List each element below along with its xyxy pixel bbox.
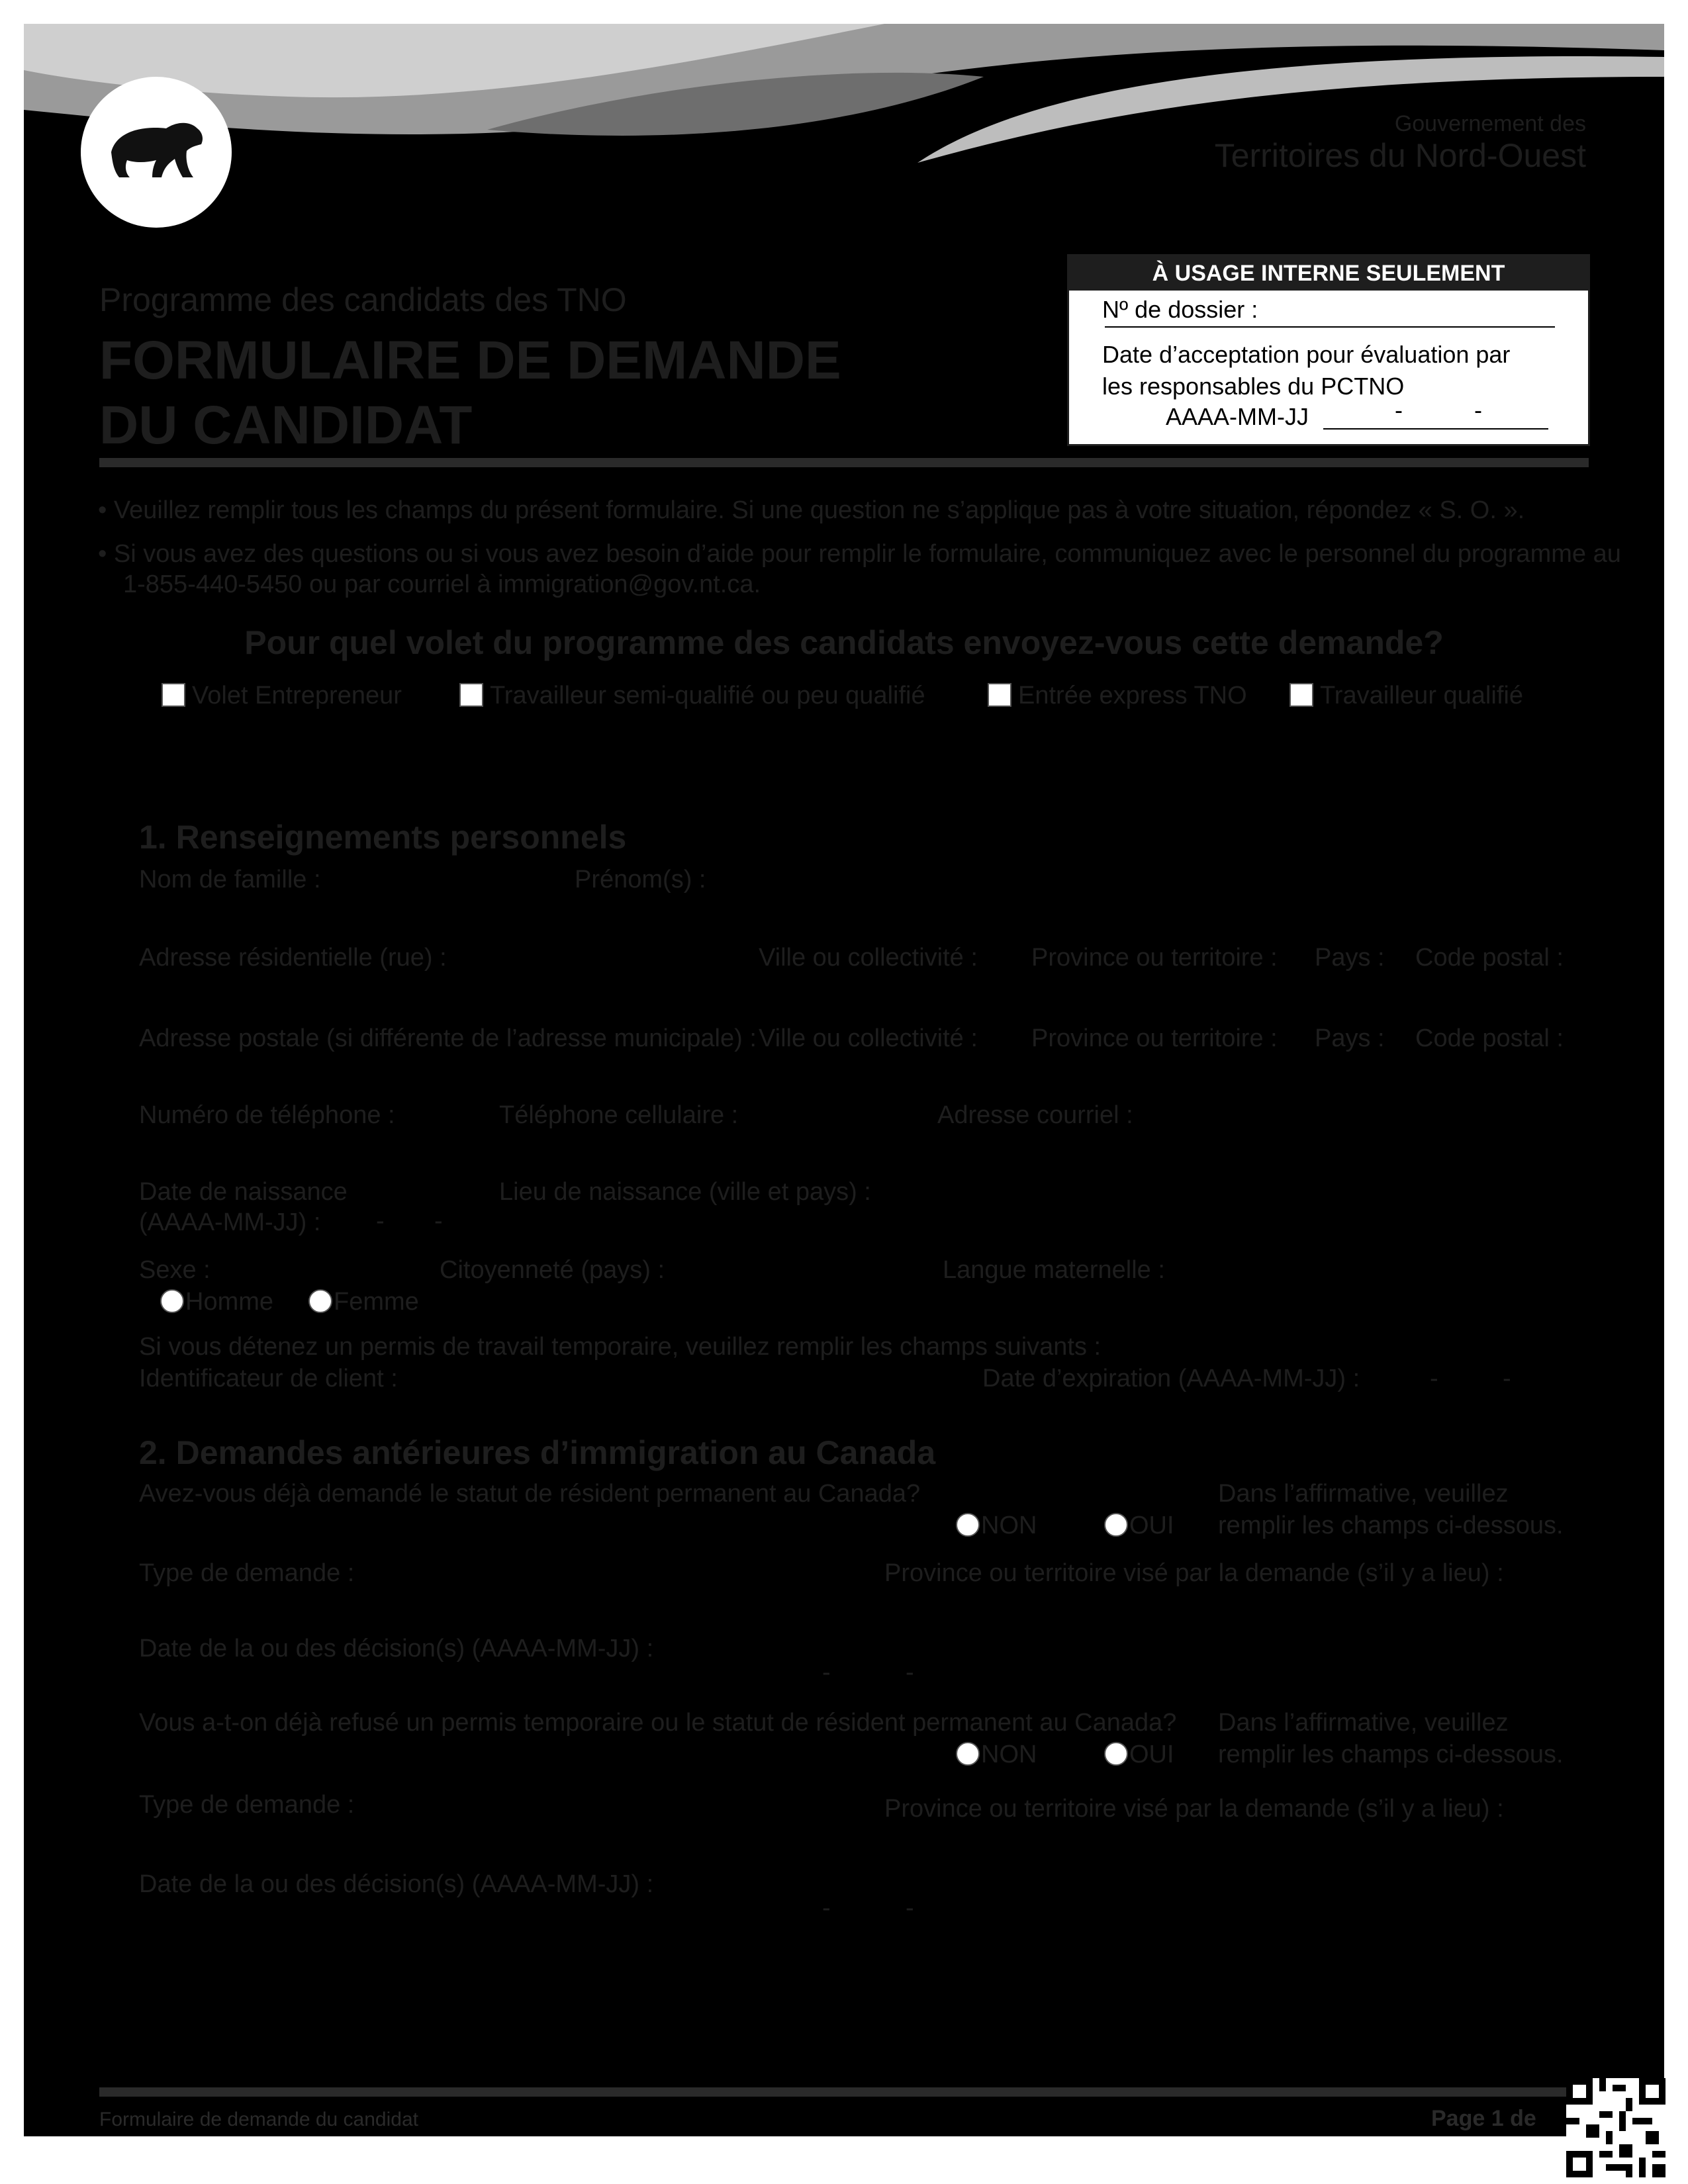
pr-application-no-label: NON (981, 1512, 1037, 1539)
stream-entrepreneur-checkbox[interactable] (162, 683, 185, 707)
mailing-country-label: Pays : (1315, 1024, 1385, 1052)
instruction-2-line-1: • Si vous avez des questions ou si vous avez besoin d’aide pour remplir le formulaire, communiquez avec le personnel du programme au (98, 540, 1621, 568)
section-2-title: 2. Demandes antérieures d’immigration au Canada (139, 1434, 936, 1471)
title-line-1: FORMULAIRE DE DEMANDE (99, 330, 841, 390)
stream-skilled-worker-checkbox[interactable] (1289, 683, 1313, 707)
gov-logo (81, 77, 232, 228)
acceptance-date-dash-1: - (1395, 396, 1403, 424)
gov-name-small: Gouvernement des (1394, 111, 1586, 136)
stream-skilled-worker-label: Travailleur qualifié (1320, 682, 1523, 709)
refusal-note-2: remplir les champs ci-dessous. (1218, 1741, 1564, 1768)
refusal-note-1: Dans l’affirmative, veuillez (1218, 1709, 1509, 1737)
acceptance-date-dash-2: - (1474, 396, 1482, 424)
file-number-field[interactable] (1105, 326, 1555, 328)
refusal-no-radio[interactable] (956, 1742, 980, 1766)
mailing-address-label: Adresse postale (si différente de l’adresse municipale) : (139, 1024, 757, 1052)
phone-label: Numéro de téléphone : (139, 1101, 395, 1129)
form-page (24, 24, 1664, 2136)
footer-page-number: Page 1 de (1431, 2106, 1536, 2131)
pr-application-note-2: remplir les champs ci-dessous. (1218, 1512, 1564, 1539)
permit-expiry-label: Date d’expiration (AAAA-MM-JJ) : (982, 1365, 1360, 1392)
file-number-label: Nº de dossier : (1102, 296, 1258, 323)
refusal-question: Vous a-t-on déjà refusé un permis temporaire ou le statut de résident permanent au Canada? (139, 1709, 1177, 1737)
stream-semi-skilled-checkbox[interactable] (459, 683, 483, 707)
section-1-title: 1. Renseignements personnels (139, 819, 627, 856)
mother-tongue-label: Langue maternelle : (943, 1256, 1165, 1284)
decision-date-label-1: Date de la ou des décision(s) (AAAA-MM-JJ) : (139, 1635, 654, 1662)
refusal-yes-radio[interactable] (1104, 1742, 1128, 1766)
pr-application-yes-radio[interactable] (1104, 1513, 1128, 1537)
permit-expiry-dash-2: - (1503, 1365, 1511, 1392)
birth-place-label: Lieu de naissance (ville et pays) : (499, 1178, 871, 1206)
acceptance-date-field[interactable] (1323, 428, 1548, 430)
refusal-yes-label: OUI (1129, 1741, 1174, 1768)
title-divider (99, 458, 1589, 467)
decision-date-2-dash-2: - (906, 1894, 914, 1922)
instruction-2-line-2: 1-855-440-5450 ou par courriel à immigration@gov.nt.ca. (123, 570, 761, 598)
acceptance-date-label-2: les responsables du PCTNO (1102, 373, 1405, 400)
decision-date-1-dash-2: - (906, 1659, 914, 1686)
application-type-label-1: Type de demande : (139, 1559, 355, 1587)
stream-entrepreneur-label: Volet Entrepreneur (192, 682, 402, 709)
pr-application-yes-label: OUI (1129, 1512, 1174, 1539)
pr-application-note-1: Dans l’affirmative, veuillez (1218, 1480, 1509, 1508)
footer-divider (99, 2087, 1589, 2097)
citizenship-label: Citoyenneté (pays) : (440, 1256, 665, 1284)
pr-application-no-radio[interactable] (956, 1513, 980, 1537)
decision-date-1-dash-1: - (822, 1659, 831, 1686)
page-title (99, 328, 894, 458)
acceptance-date-label-1: Date d’acceptation pour évaluation par (1102, 341, 1511, 368)
refusal-no-label: NON (981, 1741, 1037, 1768)
stream-question: Pour quel volet du programme des candidats envoyez-vous cette demande? (244, 624, 1444, 661)
birth-date-dash-2: - (434, 1207, 443, 1235)
mailing-province-label: Province ou territoire : (1031, 1024, 1278, 1052)
stream-express-entry-label: Entrée express TNO (1018, 682, 1247, 709)
pr-application-question: Avez-vous déjà demandé le statut de résident permanent au Canada? (139, 1480, 921, 1508)
decision-date-2-dash-1: - (822, 1894, 831, 1922)
program-name: Programme des candidats des TNO (99, 281, 627, 318)
mailing-postal-label: Code postal : (1415, 1024, 1564, 1052)
sex-female-radio[interactable] (308, 1289, 332, 1313)
sex-label: Sexe : (139, 1256, 211, 1284)
cell-phone-label: Téléphone cellulaire : (499, 1101, 739, 1129)
footer-form-name: Formulaire de demande du candidat (99, 2109, 418, 2130)
residential-country-label: Pays : (1315, 944, 1385, 972)
work-permit-note: Si vous détenez un permis de travail temporaire, veuillez remplir les champs suivants : (139, 1333, 1102, 1361)
residential-province-label: Province ou territoire : (1031, 944, 1278, 972)
application-type-label-2: Type de demande : (139, 1791, 355, 1819)
title-line-2: DU CANDIDAT (99, 395, 473, 455)
instruction-1: • Veuillez remplir tous les champs du présent formulaire. Si une question ne s’applique pas à votre situation, répondez « S. O. ». (98, 496, 1525, 524)
last-name-label: Nom de famille : (139, 866, 321, 893)
permit-expiry-dash-1: - (1430, 1365, 1438, 1392)
decision-date-label-2: Date de la ou des décision(s) (AAAA-MM-JJ) : (139, 1870, 654, 1898)
internal-use-box (1067, 254, 1590, 446)
sex-male-label: Homme (185, 1288, 274, 1316)
sex-male-radio[interactable] (160, 1289, 184, 1313)
birth-date-label-2: (AAAA-MM-JJ) : (139, 1208, 321, 1236)
target-province-label-2: Province ou territoire visé par la demande (s’il y a lieu) : (884, 1795, 1504, 1823)
first-name-label: Prénom(s) : (575, 866, 706, 893)
email-label: Adresse courriel : (937, 1101, 1133, 1129)
qr-code-icon (1566, 2078, 1665, 2177)
gov-name-large: Territoires du Nord-Ouest (1214, 137, 1586, 174)
internal-use-heading: À USAGE INTERNE SEULEMENT (1069, 256, 1588, 291)
stream-express-entry-checkbox[interactable] (988, 683, 1011, 707)
residential-address-label: Adresse résidentielle (rue) : (139, 944, 447, 972)
residential-postal-label: Code postal : (1415, 944, 1564, 972)
mailing-city-label: Ville ou collectivité : (759, 1024, 978, 1052)
client-id-label: Identificateur de client : (139, 1365, 398, 1392)
polar-bear-icon (103, 111, 209, 191)
birth-date-dash-1: - (376, 1207, 385, 1235)
target-province-label-1: Province ou territoire visé par la demande (s’il y a lieu) : (884, 1559, 1504, 1587)
sex-female-label: Femme (334, 1288, 419, 1316)
stream-semi-skilled-label: Travailleur semi-qualifié ou peu qualifié (490, 682, 925, 709)
residential-city-label: Ville ou collectivité : (759, 944, 978, 972)
birth-date-label-1: Date de naissance (139, 1178, 348, 1206)
acceptance-date-format: AAAA-MM-JJ (1166, 403, 1309, 430)
